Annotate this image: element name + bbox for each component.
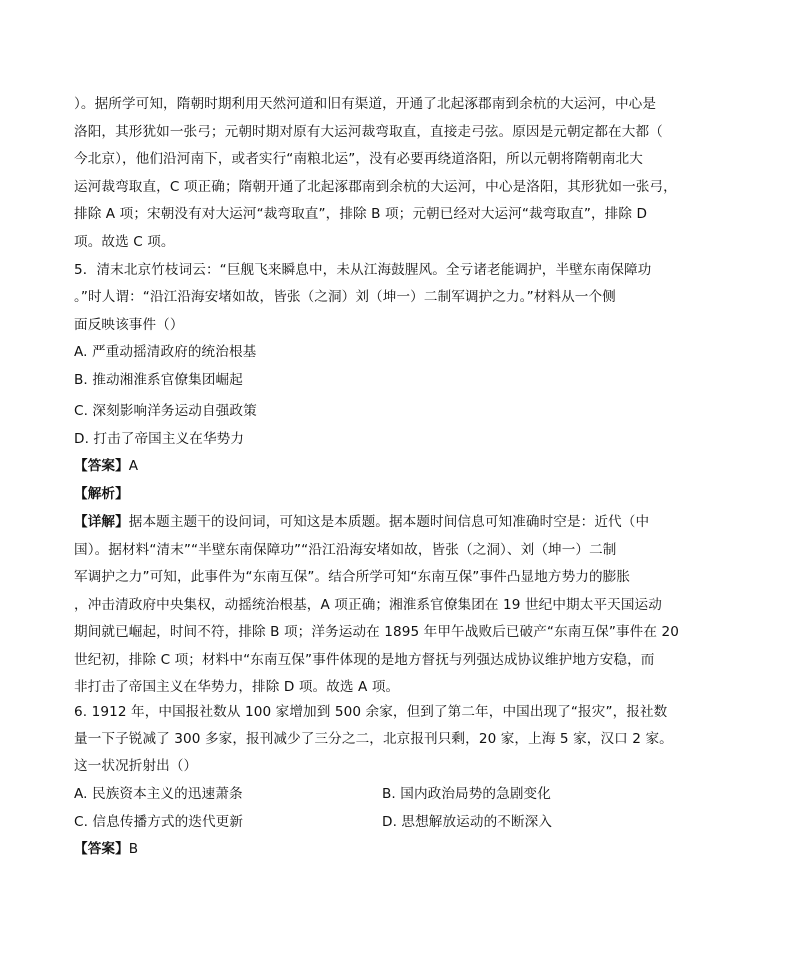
q6-answer-value: B <box>128 841 139 857</box>
q5-stem-line-1: 5．清末北京竹枝词云：“巨舰飞来瞬息中，未从江海鼓腥风。全亏诸老能调护，半壁东南保障功 <box>74 262 652 278</box>
prev-explanation-line-6: 项。故选 C 项。 <box>74 234 175 250</box>
q5-answer-tag: 【答案】 <box>74 458 129 474</box>
prev-explanation-line-2: 洛阳，其形犹如一张弓；元朝时期对原有大运河裁弯取直，直接走弓弦。原因是元朝定都在大都（ <box>74 124 663 140</box>
q6-option-b: B. 国内政治局势的急剧变化 <box>382 786 551 802</box>
q5-detail-line-4: ，冲击清政府中央集权，动摇统治根基，A 项正确；湘淮系官僚集团在 19 世纪中期太平天国运动 <box>74 597 662 613</box>
detail-heading: 【详解】 <box>74 514 129 530</box>
q6-stem-line-3: 这一状况折射出（） <box>74 758 198 774</box>
q5-answer <box>74 457 138 475</box>
q5-option-b: B. 推动湘淮系官僚集团崛起 <box>74 372 243 388</box>
q6-answer-tag: 【答案】 <box>74 841 129 857</box>
q6-options-row-2 <box>74 813 243 831</box>
q5-answer-value: A <box>128 458 139 474</box>
q6-option-a: A. 民族资本主义的迅速萧条 <box>74 786 243 802</box>
q6-answer <box>74 840 138 858</box>
prev-explanation-line-4: 运河裁弯取直，C 项正确；隋朝开通了北起涿郡南到余杭的大运河，中心是洛阳，其形犹如一张弓， <box>74 179 677 195</box>
q5-stem-line-3: 面反映该事件（） <box>74 317 184 333</box>
q5-detail-text-1: 据本题主题干的设问词，可知这是本质题。据本题时间信息可知准确时空是：近代（中 <box>128 514 650 530</box>
q5-option-d: D. 打击了帝国主义在华势力 <box>74 431 245 447</box>
prev-explanation-line-5: 排除 A 项；宋朝没有对大运河“裁弯取直”，排除 B 项；元朝已经对大运河“裁弯取直”，排除 D <box>74 206 648 222</box>
q6-stem-line-1: 6. 1912 年，中国报社数从 100 家增加到 500 余家，但到了第二年，中国出现了“报灾”，报社数 <box>74 704 668 720</box>
prev-explanation-line-1: ）。据所学可知，隋朝时期利用天然河道和旧有渠道，开通了北起涿郡南到余杭的大运河，中心是 <box>74 96 657 112</box>
q5-detail-line-5: 期间就已崛起，时间不符，排除 B 项；洋务运动在 1895 年甲午战败后已破产“东南互保”事件在 20 <box>74 624 679 640</box>
q5-detail-line-3: 军调护之力”可知，此事件为“东南互保”。结合所学可知“东南互保”事件凸显地方势力的膨胀 <box>74 569 631 585</box>
q5-detail-line-6: 世纪初，排除 C 项；材料中“东南互保”事件体现的是地方督抚与列强达成协议维护地方安稳，而 <box>74 652 655 668</box>
prev-explanation-line-3: 今北京），他们沿河南下，或者实行“南粮北运”，没有必要再绕道洛阳，所以元朝将隋朝南北大 <box>74 151 643 167</box>
q5-analysis-tag <box>74 485 129 503</box>
q5-detail-line-1 <box>74 513 649 531</box>
q6-option-d: D. 思想解放运动的不断深入 <box>382 814 553 830</box>
q6-options-row-1 <box>74 785 243 803</box>
q5-option-a: A. 严重动摇清政府的统治根基 <box>74 344 257 360</box>
q5-stem-line-2: 。”时人谓：“沿江沿海安堵如故，皆张（之洞）刘（坤一）二制军调护之力。”材料从一个侧 <box>74 289 616 305</box>
q5-option-c: C. 深刻影响洋务运动自强政策 <box>74 403 257 419</box>
analysis-heading: 【解析】 <box>74 486 129 502</box>
q6-stem-line-2: 量一下子锐减了 300 多家，报刊减少了三分之二，北京报刊只剩，20 家，上海 5 家，汉口 2 家。 <box>74 731 673 747</box>
q6-option-c: C. 信息传播方式的迭代更新 <box>74 814 244 830</box>
q5-detail-line-2: 国）。据材料“清末”“半壁东南保障功”“沿江沿海安堵如故，皆张（之洞）、刘（坤一）二制 <box>74 542 617 558</box>
q5-detail-line-7: 非打击了帝国主义在华势力，排除 D 项。故选 A 项。 <box>74 679 400 695</box>
